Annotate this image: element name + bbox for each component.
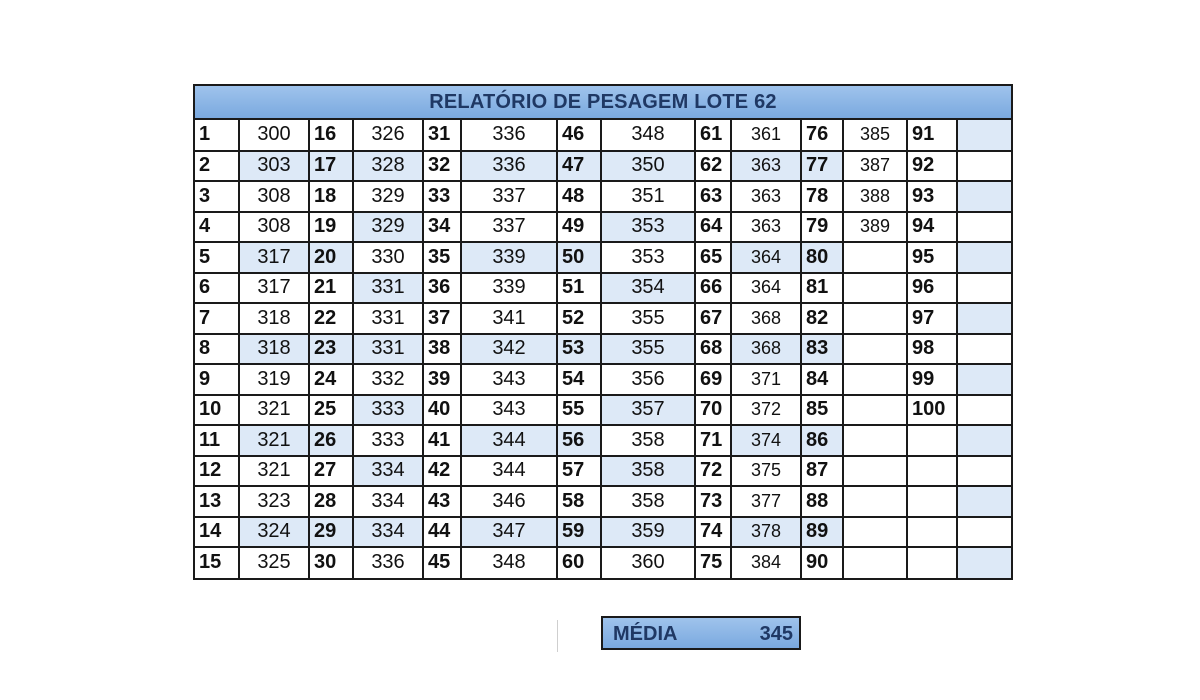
- weight-value: 339: [461, 273, 557, 304]
- item-number: 66: [695, 273, 731, 304]
- weights-table: [195, 120, 1011, 578]
- item-number: 73: [695, 486, 731, 517]
- weight-value: 355: [601, 334, 695, 365]
- item-number: 38: [423, 334, 461, 365]
- weight-value: [843, 303, 907, 334]
- item-number: 26: [309, 425, 353, 456]
- weight-value: [843, 273, 907, 304]
- weight-value: 358: [601, 425, 695, 456]
- item-number: 90: [801, 547, 843, 578]
- weight-value: 387: [843, 151, 907, 182]
- item-number: 46: [557, 120, 601, 151]
- weight-value: 350: [601, 151, 695, 182]
- table-row: [195, 303, 1011, 334]
- item-number: 93: [907, 181, 957, 212]
- weight-value: 368: [731, 334, 801, 365]
- weight-value: 330: [353, 242, 423, 273]
- weight-value: [843, 425, 907, 456]
- weight-value: 357: [601, 395, 695, 426]
- weight-value: 374: [731, 425, 801, 456]
- item-number: 76: [801, 120, 843, 151]
- item-number: 87: [801, 456, 843, 487]
- table-row: [195, 547, 1011, 578]
- item-number: 48: [557, 181, 601, 212]
- item-number: 8: [195, 334, 239, 365]
- item-number: 39: [423, 364, 461, 395]
- weight-value: [957, 425, 1011, 456]
- weight-value: [843, 486, 907, 517]
- weight-value: 359: [601, 517, 695, 548]
- item-number: 62: [695, 151, 731, 182]
- weight-value: 308: [239, 212, 309, 243]
- item-number: 60: [557, 547, 601, 578]
- table-row: [195, 242, 1011, 273]
- weight-value: 348: [461, 547, 557, 578]
- weight-value: [957, 151, 1011, 182]
- weight-value: 363: [731, 212, 801, 243]
- weight-value: 339: [461, 242, 557, 273]
- weight-value: [957, 395, 1011, 426]
- item-number: 45: [423, 547, 461, 578]
- item-number: 28: [309, 486, 353, 517]
- weight-value: 326: [353, 120, 423, 151]
- weight-value: 331: [353, 273, 423, 304]
- report-title: RELATÓRIO DE PESAGEM LOTE 62: [195, 86, 1011, 120]
- item-number: [907, 517, 957, 548]
- table-row: [195, 517, 1011, 548]
- weight-value: 336: [461, 120, 557, 151]
- weight-value: [957, 242, 1011, 273]
- item-number: 14: [195, 517, 239, 548]
- item-number: 1: [195, 120, 239, 151]
- item-number: 30: [309, 547, 353, 578]
- item-number: 98: [907, 334, 957, 365]
- weight-value: [843, 242, 907, 273]
- item-number: 94: [907, 212, 957, 243]
- table-row: [195, 425, 1011, 456]
- weight-value: [843, 456, 907, 487]
- weight-value: 388: [843, 181, 907, 212]
- weight-value: 346: [461, 486, 557, 517]
- item-number: 58: [557, 486, 601, 517]
- weight-value: 331: [353, 303, 423, 334]
- weight-value: 385: [843, 120, 907, 151]
- weight-value: 341: [461, 303, 557, 334]
- weight-value: [957, 517, 1011, 548]
- item-number: 61: [695, 120, 731, 151]
- table-row: [195, 395, 1011, 426]
- item-number: 77: [801, 151, 843, 182]
- weight-value: 364: [731, 273, 801, 304]
- item-number: 41: [423, 425, 461, 456]
- item-number: 27: [309, 456, 353, 487]
- weight-value: 328: [353, 151, 423, 182]
- table-row: [195, 456, 1011, 487]
- weight-value: 337: [461, 212, 557, 243]
- item-number: 80: [801, 242, 843, 273]
- table-row: [195, 334, 1011, 365]
- weight-value: 333: [353, 395, 423, 426]
- item-number: 36: [423, 273, 461, 304]
- item-number: 78: [801, 181, 843, 212]
- item-number: 35: [423, 242, 461, 273]
- item-number: 15: [195, 547, 239, 578]
- item-number: 6: [195, 273, 239, 304]
- item-number: 53: [557, 334, 601, 365]
- item-number: 51: [557, 273, 601, 304]
- weight-value: 358: [601, 456, 695, 487]
- item-number: 55: [557, 395, 601, 426]
- weight-value: 360: [601, 547, 695, 578]
- item-number: 24: [309, 364, 353, 395]
- weight-value: 324: [239, 517, 309, 548]
- weight-value: 321: [239, 456, 309, 487]
- weight-value: 325: [239, 547, 309, 578]
- weight-value: 348: [601, 120, 695, 151]
- item-number: 64: [695, 212, 731, 243]
- weight-value: 319: [239, 364, 309, 395]
- weight-value: 318: [239, 334, 309, 365]
- item-number: 20: [309, 242, 353, 273]
- item-number: 31: [423, 120, 461, 151]
- weight-value: [957, 364, 1011, 395]
- weight-value: 372: [731, 395, 801, 426]
- item-number: 88: [801, 486, 843, 517]
- weight-value: 321: [239, 425, 309, 456]
- weight-value: 336: [353, 547, 423, 578]
- table-row: [195, 212, 1011, 243]
- weight-value: [843, 547, 907, 578]
- item-number: 74: [695, 517, 731, 548]
- average-label: MÉDIA: [613, 623, 678, 645]
- table-row: [195, 273, 1011, 304]
- weight-value: 333: [353, 425, 423, 456]
- weight-value: 344: [461, 425, 557, 456]
- item-number: 65: [695, 242, 731, 273]
- weight-value: [957, 486, 1011, 517]
- item-number: 59: [557, 517, 601, 548]
- weight-value: 351: [601, 181, 695, 212]
- weight-value: 353: [601, 242, 695, 273]
- item-number: 83: [801, 334, 843, 365]
- weight-value: 318: [239, 303, 309, 334]
- weight-value: 363: [731, 181, 801, 212]
- weight-value: 334: [353, 486, 423, 517]
- weight-value: 303: [239, 151, 309, 182]
- weight-value: 337: [461, 181, 557, 212]
- item-number: 99: [907, 364, 957, 395]
- item-number: 7: [195, 303, 239, 334]
- table-row: [195, 364, 1011, 395]
- item-number: [907, 456, 957, 487]
- item-number: [907, 425, 957, 456]
- weight-value: [957, 120, 1011, 151]
- item-number: 56: [557, 425, 601, 456]
- weight-value: 378: [731, 517, 801, 548]
- item-number: 2: [195, 151, 239, 182]
- weighing-report-sheet: [193, 84, 1013, 580]
- weight-value: [957, 334, 1011, 365]
- weight-value: 331: [353, 334, 423, 365]
- weight-value: 371: [731, 364, 801, 395]
- weight-value: 347: [461, 517, 557, 548]
- item-number: 10: [195, 395, 239, 426]
- weight-value: 343: [461, 395, 557, 426]
- item-number: 100: [907, 395, 957, 426]
- weight-value: 344: [461, 456, 557, 487]
- weight-value: 317: [239, 242, 309, 273]
- item-number: 11: [195, 425, 239, 456]
- weight-value: 353: [601, 212, 695, 243]
- item-number: 4: [195, 212, 239, 243]
- weight-value: 321: [239, 395, 309, 426]
- weight-value: 363: [731, 151, 801, 182]
- weight-value: 334: [353, 517, 423, 548]
- weight-value: [957, 273, 1011, 304]
- item-number: 72: [695, 456, 731, 487]
- weight-value: 317: [239, 273, 309, 304]
- item-number: 16: [309, 120, 353, 151]
- item-number: 57: [557, 456, 601, 487]
- item-number: 32: [423, 151, 461, 182]
- weight-value: 308: [239, 181, 309, 212]
- item-number: 33: [423, 181, 461, 212]
- item-number: 13: [195, 486, 239, 517]
- item-number: 34: [423, 212, 461, 243]
- item-number: 84: [801, 364, 843, 395]
- item-number: 67: [695, 303, 731, 334]
- item-number: 52: [557, 303, 601, 334]
- item-number: 3: [195, 181, 239, 212]
- sheet-gridline: [557, 620, 558, 652]
- item-number: 96: [907, 273, 957, 304]
- weight-value: 375: [731, 456, 801, 487]
- item-number: 54: [557, 364, 601, 395]
- item-number: 69: [695, 364, 731, 395]
- item-number: 25: [309, 395, 353, 426]
- item-number: 49: [557, 212, 601, 243]
- weight-value: 334: [353, 456, 423, 487]
- table-row: [195, 181, 1011, 212]
- table-row: [195, 151, 1011, 182]
- average-box: [601, 616, 801, 650]
- item-number: 79: [801, 212, 843, 243]
- item-number: 19: [309, 212, 353, 243]
- item-number: 85: [801, 395, 843, 426]
- item-number: 95: [907, 242, 957, 273]
- weight-value: [843, 517, 907, 548]
- item-number: 71: [695, 425, 731, 456]
- item-number: 89: [801, 517, 843, 548]
- item-number: [907, 486, 957, 517]
- table-row: [195, 486, 1011, 517]
- weight-value: [957, 456, 1011, 487]
- weight-value: 358: [601, 486, 695, 517]
- weight-value: 384: [731, 547, 801, 578]
- item-number: 92: [907, 151, 957, 182]
- item-number: 37: [423, 303, 461, 334]
- item-number: 50: [557, 242, 601, 273]
- weight-value: [843, 334, 907, 365]
- weight-value: 336: [461, 151, 557, 182]
- item-number: 86: [801, 425, 843, 456]
- weight-value: [957, 547, 1011, 578]
- weight-value: [957, 303, 1011, 334]
- item-number: 17: [309, 151, 353, 182]
- item-number: 82: [801, 303, 843, 334]
- item-number: 43: [423, 486, 461, 517]
- weight-value: 329: [353, 181, 423, 212]
- item-number: 44: [423, 517, 461, 548]
- item-number: 91: [907, 120, 957, 151]
- item-number: 12: [195, 456, 239, 487]
- item-number: 75: [695, 547, 731, 578]
- item-number: 18: [309, 181, 353, 212]
- item-number: 5: [195, 242, 239, 273]
- item-number: 21: [309, 273, 353, 304]
- weight-value: 300: [239, 120, 309, 151]
- weight-value: 354: [601, 273, 695, 304]
- weight-value: 364: [731, 242, 801, 273]
- weight-value: [843, 364, 907, 395]
- item-number: 97: [907, 303, 957, 334]
- weight-value: 342: [461, 334, 557, 365]
- item-number: 63: [695, 181, 731, 212]
- average-value: 345: [759, 623, 793, 645]
- weight-value: 323: [239, 486, 309, 517]
- item-number: 40: [423, 395, 461, 426]
- item-number: 81: [801, 273, 843, 304]
- item-number: [907, 547, 957, 578]
- weight-value: 332: [353, 364, 423, 395]
- item-number: 9: [195, 364, 239, 395]
- weight-value: 377: [731, 486, 801, 517]
- weight-value: [843, 395, 907, 426]
- weight-value: 389: [843, 212, 907, 243]
- weight-value: [957, 212, 1011, 243]
- weight-value: 368: [731, 303, 801, 334]
- item-number: 29: [309, 517, 353, 548]
- weight-value: 329: [353, 212, 423, 243]
- item-number: 68: [695, 334, 731, 365]
- weight-value: [957, 181, 1011, 212]
- table-row: [195, 120, 1011, 151]
- item-number: 23: [309, 334, 353, 365]
- item-number: 70: [695, 395, 731, 426]
- weight-value: 355: [601, 303, 695, 334]
- item-number: 42: [423, 456, 461, 487]
- weight-value: 361: [731, 120, 801, 151]
- item-number: 22: [309, 303, 353, 334]
- item-number: 47: [557, 151, 601, 182]
- weight-value: 343: [461, 364, 557, 395]
- weight-value: 356: [601, 364, 695, 395]
